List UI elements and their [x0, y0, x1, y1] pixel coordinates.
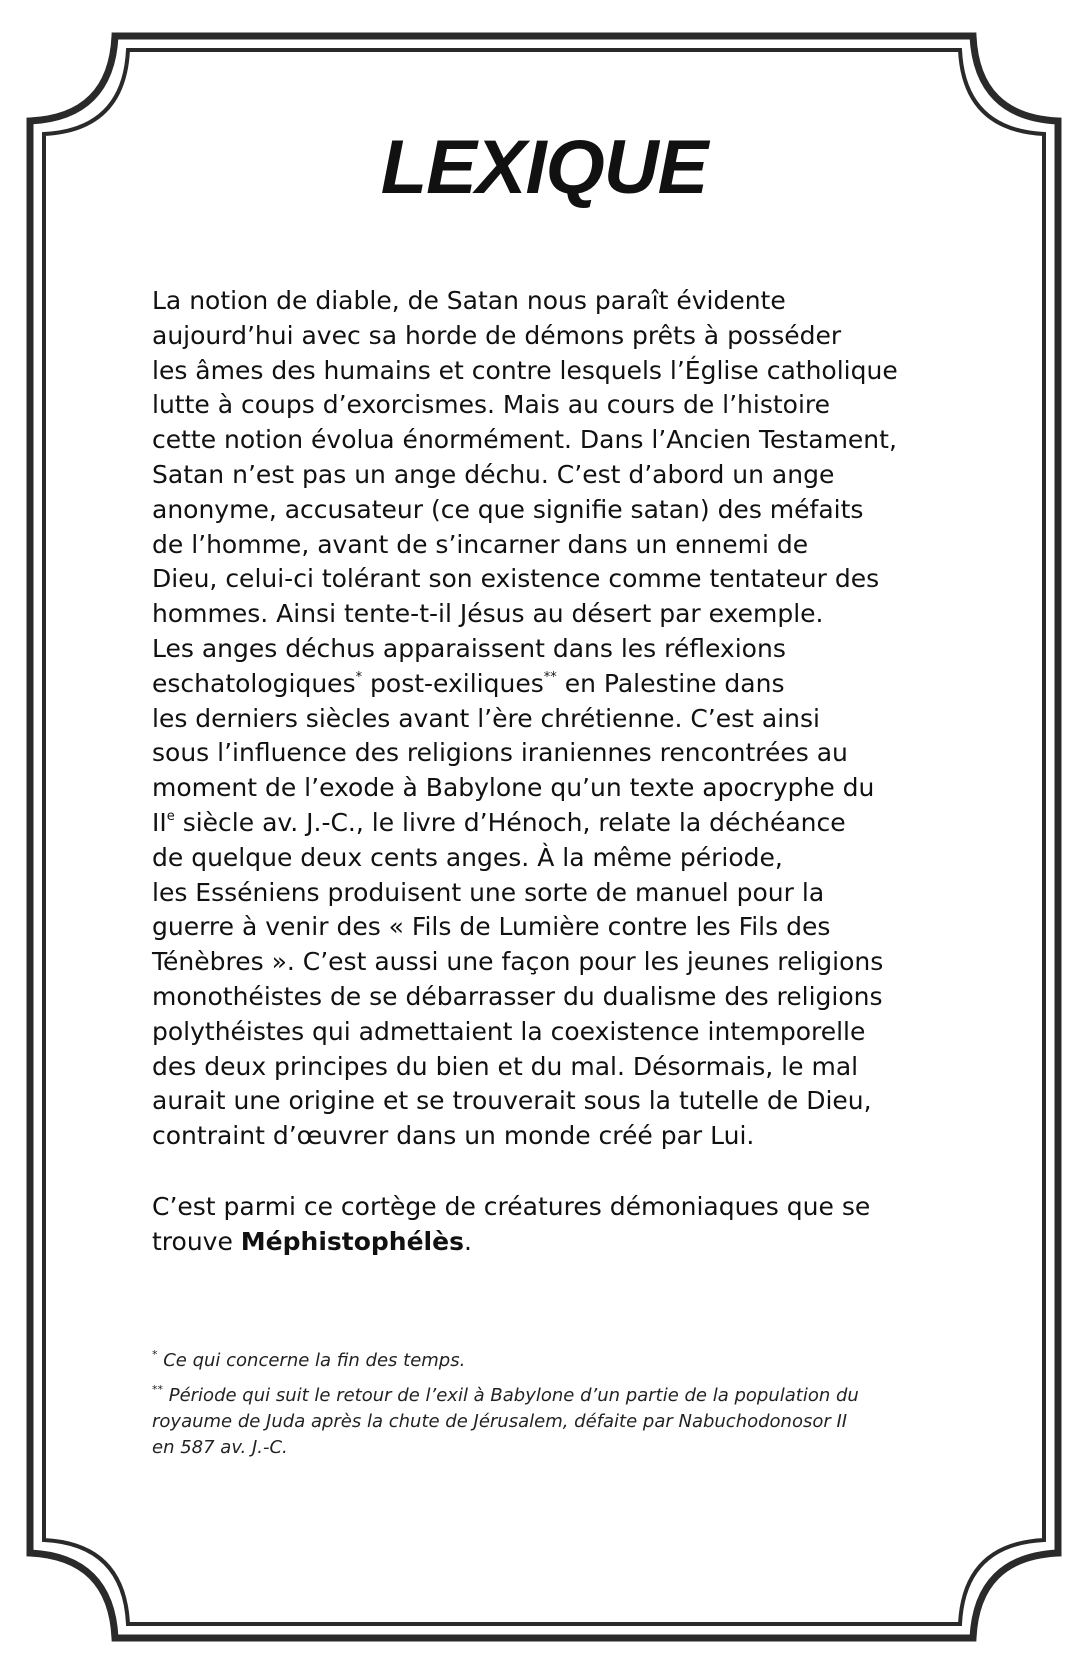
text-line: Satan n’est pas un ange déchu. C’est d’abord un ange [152, 459, 835, 489]
text-line: les âmes des humains et contre lesquels l’Église catholique [152, 355, 898, 385]
footnote-line [152, 1383, 912, 1409]
text-fragment: siècle av. J.-C., le livre d’Hénoch, relate la déchéance [174, 807, 846, 837]
text-line: lutte à coups d’exorcismes. Mais au cours de l’histoire [152, 390, 831, 420]
main-paragraph [152, 284, 912, 1154]
text-fragment: post-exiliques [362, 668, 544, 698]
footnote-line: en 587 av. J.-C. [152, 1437, 288, 1458]
text-line: aujourd’hui avec sa horde de démons prêts à posséder [152, 320, 842, 350]
text-line: Dieu, celui-ci tolérant son existence comme tentateur des [152, 564, 880, 594]
text-line: sous l’influence des religions iraniennes rencontrées au [152, 738, 848, 768]
text-line: Ténèbres ». C’est aussi une façon pour les jeunes religions [152, 947, 884, 977]
text-line: hommes. Ainsi tente-t-il Jésus au désert par exemple. [152, 599, 824, 629]
text-line: polythéistes qui admettaient la coexistence intemporelle [152, 1016, 866, 1046]
text-line: contraint d’œuvrer dans un monde créé par Lui. [152, 1121, 755, 1151]
text-line: de quelque deux cents anges. À la même période, [152, 842, 783, 872]
footnote-line [152, 1348, 912, 1374]
text-fragment: en Palestine dans [556, 668, 785, 698]
bold-name: Méphistophélès [240, 1226, 464, 1256]
footnote-1-mark: * [152, 1348, 158, 1361]
text-line: Les anges déchus apparaissent dans les réflexions [152, 633, 786, 663]
text-line: C’est parmi ce cortège de créatures démoniaques que se [152, 1192, 871, 1221]
text-line: les derniers siècles avant l’ère chrétienne. C’est ainsi [152, 703, 820, 733]
footnote-text: Période qui suit le retour de l’exil à Babylone d’un partie de la population du [163, 1385, 859, 1406]
footnotes [152, 1348, 912, 1470]
footnote-mark-1: * [355, 669, 363, 685]
text-fragment: II [152, 807, 167, 837]
footnote-1 [152, 1348, 912, 1374]
text-line: cette notion évolua énormément. Dans l’Ancien Testament, [152, 425, 897, 455]
footnote-text: Ce qui concerne la fin des temps. [157, 1350, 466, 1371]
text-fragment: . [463, 1226, 472, 1256]
text-fragment: eschatologiques [152, 668, 356, 698]
text-line: de l’homme, avant de s’incarner dans un ennemi de [152, 529, 809, 559]
text-line: La notion de diable, de Satan nous paraît évidente [152, 286, 786, 315]
text-line: des deux principes du bien et du mal. Désormais, le mal [152, 1051, 859, 1081]
second-paragraph [152, 1190, 912, 1260]
text-line-with-footnote-marks [152, 667, 912, 702]
text-line: les Esséniens produisent une sorte de manuel pour la [152, 877, 825, 907]
text-line: anonyme, accusateur (ce que signifie satan) des méfaits [152, 494, 864, 524]
footnote-2 [152, 1383, 912, 1461]
footnote-line: royaume de Juda après la chute de Jérusalem, défaite par Nabuchodonosor II [152, 1411, 848, 1432]
text-line: guerre à venir des « Fils de Lumière contre les Fils des [152, 912, 831, 942]
text-line: monothéistes de se débarrasser du dualisme des religions [152, 981, 883, 1011]
text-line: moment de l’exode à Babylone qu’un texte apocryphe du [152, 773, 875, 803]
footnote-mark-2: ** [543, 669, 557, 685]
text-line-with-superscript [152, 806, 912, 841]
footnote-2-mark: ** [152, 1383, 163, 1396]
superscript: e [166, 808, 175, 824]
page-title: LEXIQUE [380, 125, 708, 210]
text-fragment: trouve [152, 1226, 241, 1256]
text-line: aurait une origine et se trouverait sous la tutelle de Dieu, [152, 1086, 872, 1116]
text-line-with-bold [152, 1225, 912, 1260]
